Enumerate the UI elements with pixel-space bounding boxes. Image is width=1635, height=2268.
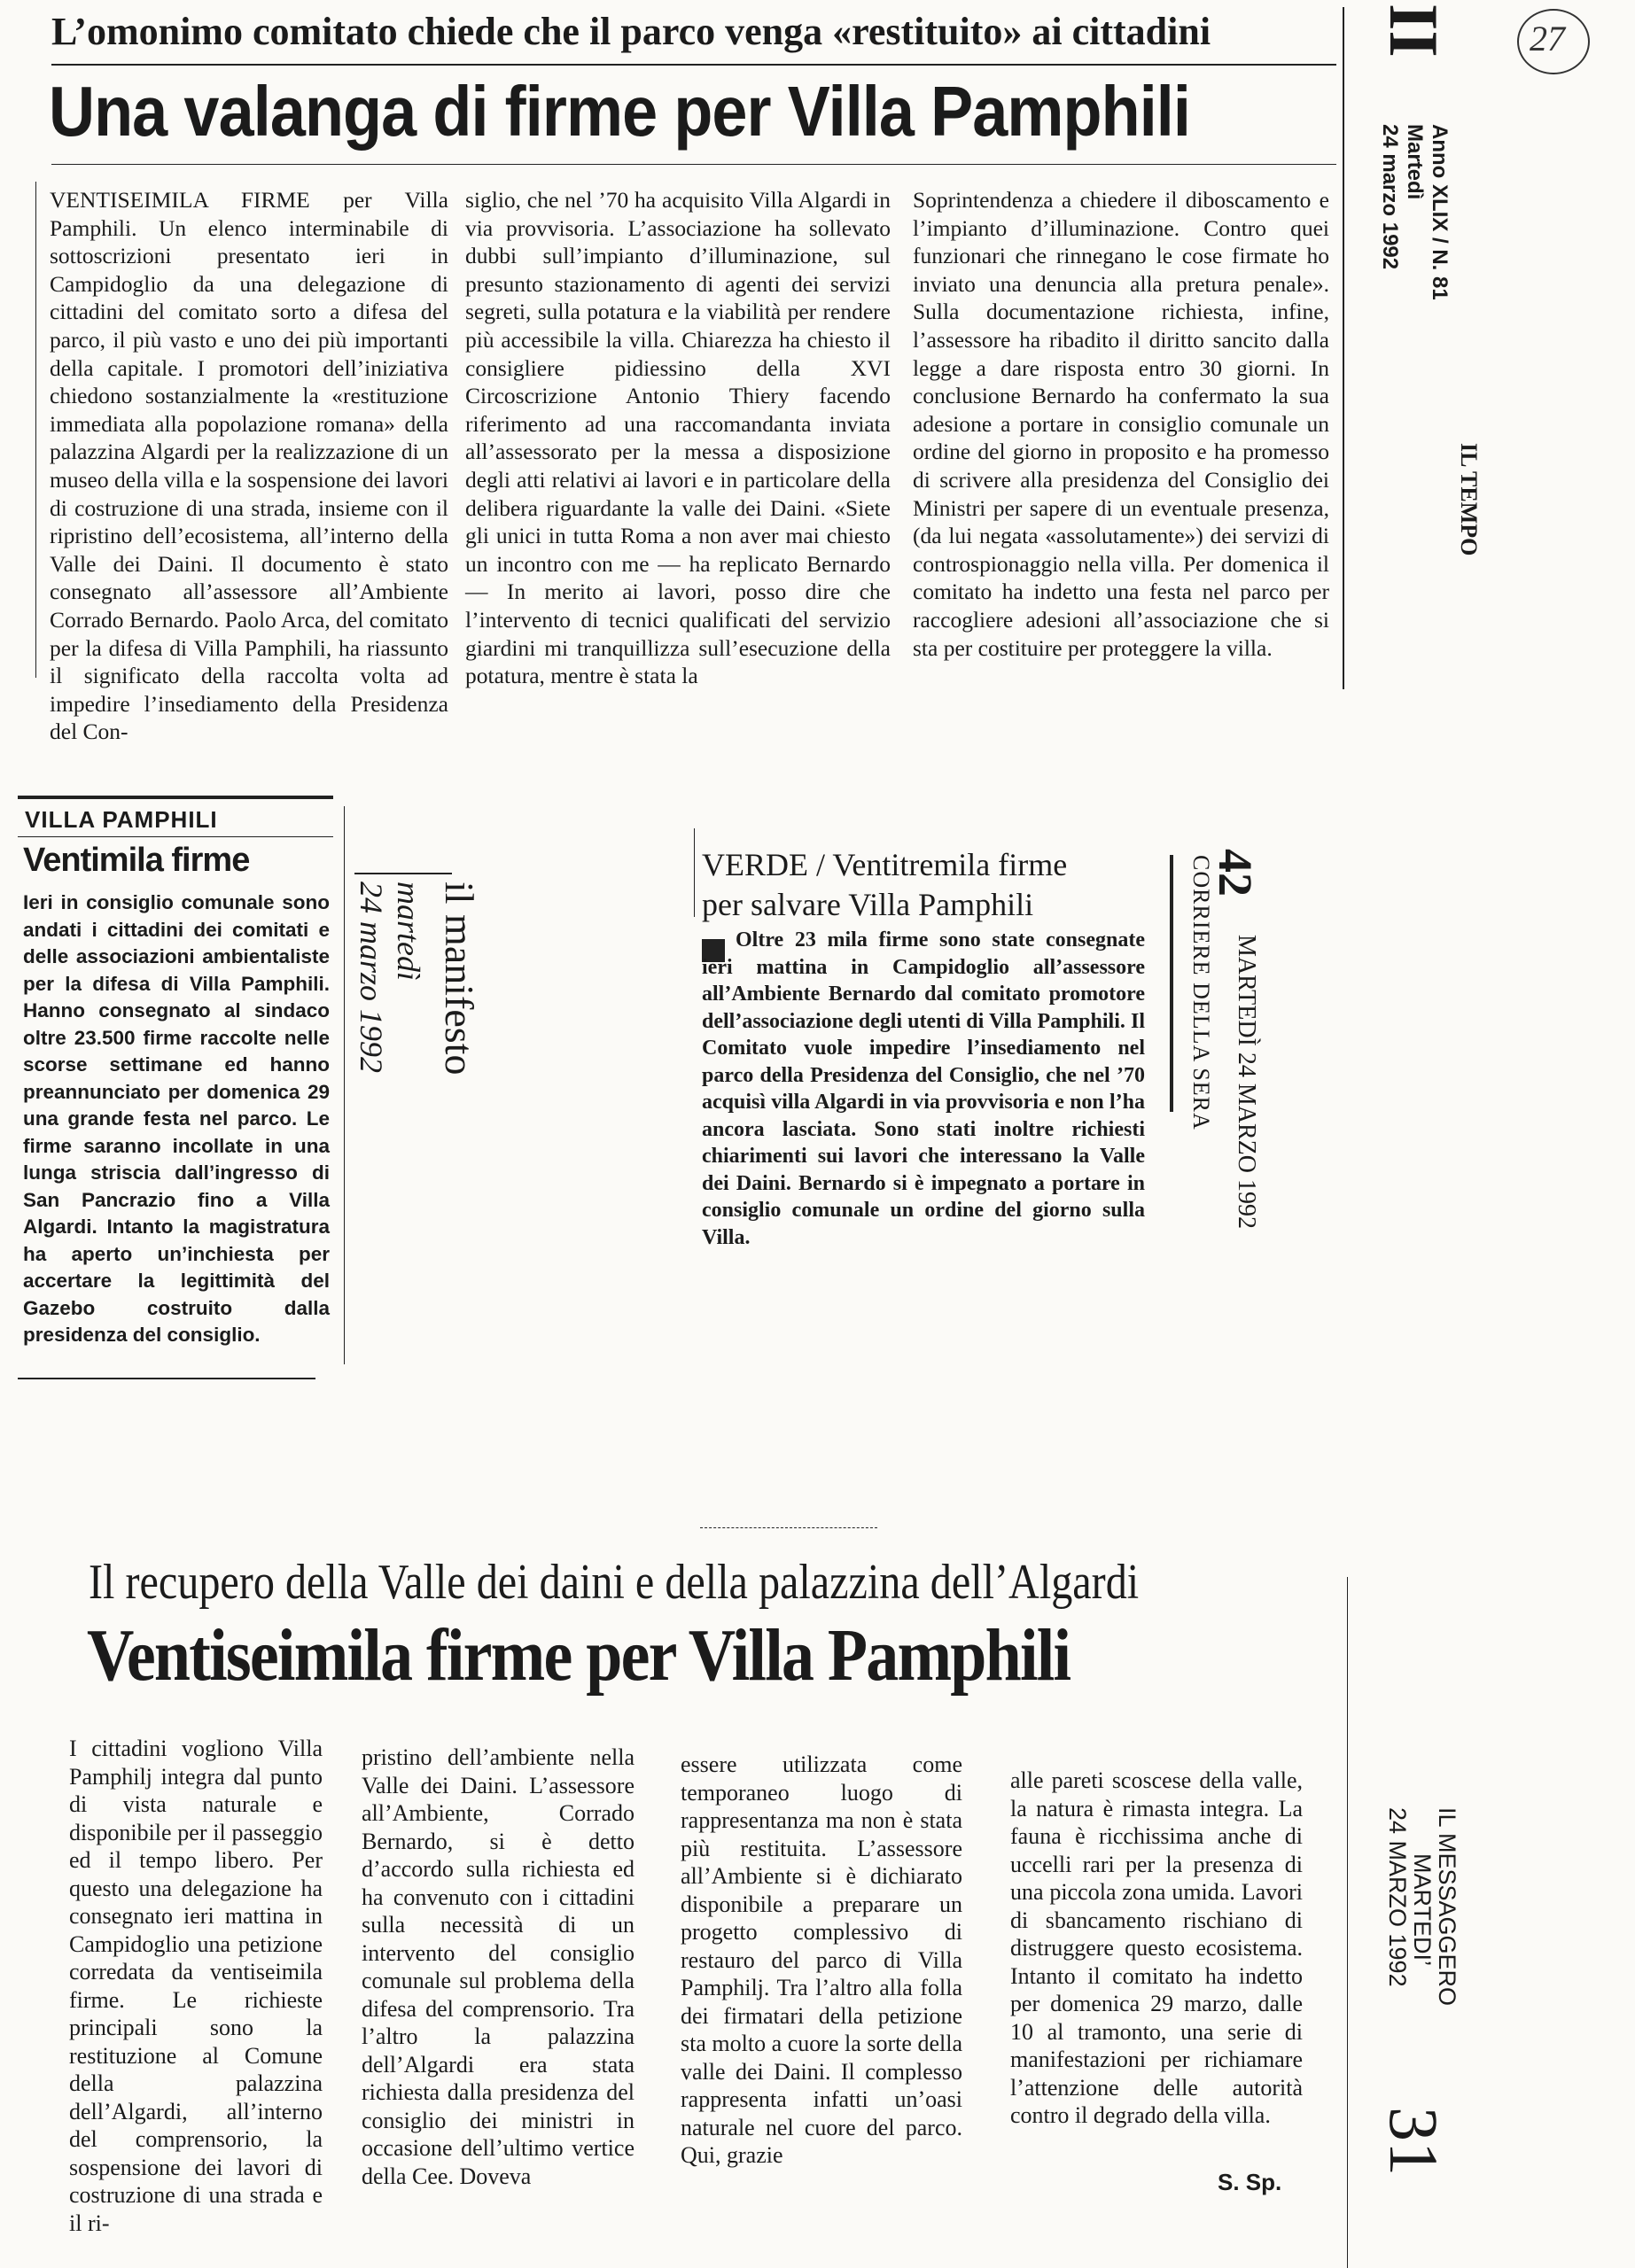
messaggero-page-number: 31 <box>1375 2107 1452 2176</box>
messaggero-top-rule <box>700 1527 877 1528</box>
messaggero-column-1 <box>69 1735 323 2237</box>
manifesto-masthead-rule <box>354 873 452 874</box>
tempo-kicker-rule <box>51 64 1336 66</box>
manifesto-bottom-rule <box>18 1378 315 1379</box>
archive-number: 27 <box>1530 19 1565 58</box>
messaggero-date: 24 MARZO 1992 <box>1384 1807 1411 1987</box>
messaggero-right-rule <box>1347 1577 1348 2268</box>
manifesto-day: martedì <box>391 882 426 981</box>
corriere-right-rule <box>1170 855 1173 1112</box>
manifesto-top-rule <box>18 796 333 799</box>
manifesto-masthead: il manifesto <box>437 882 482 1076</box>
messaggero-kicker: Il recupero della Valle dei daini e della palazzina dell’Algardi <box>89 1555 1140 1610</box>
messaggero-column-2 <box>362 1744 635 2190</box>
tempo-page-number: II <box>1375 4 1452 58</box>
messaggero-column-3 <box>681 1751 962 2170</box>
tempo-kicker: L’omonimo comitato chiede che il parco venga «restituito» ai cittadini <box>51 10 1211 53</box>
corriere-body-column <box>702 927 1145 1251</box>
tempo-headline-rule <box>51 164 1336 165</box>
tempo-issue-line-3: 24 marzo 1992 <box>1378 124 1402 270</box>
manifesto-body: Ieri in consiglio comunale sono andati i cittadini dei comitati e delle associazioni ambientaliste per la difesa di Villa Pamphili. Hanno consegnato al sindaco oltre 23.500 firme raccolte nelle scorse settimane ed hanno preannunciato per domenica 29 una grande festa nel parco. Le firme saranno incollate in una lunga striscia dall’ingresso di San Pancrazio fino a Villa Algardi. Intanto la magistratura ha aperto un’inchiesta per accertare la legittimità del Gazebo costruito dalla presidenza del consiglio. <box>23 891 330 1346</box>
messaggero-column-3-text: essere utilizzata come temporaneo luogo di rappresentanza ma non è stata più restituita. L’assessore all’Ambiente si è dichiarato disponibile a preparare un progetto complessivo di restauro del parco di Villa Pamphilj. Tra l’altro alla folla dei firmatari della petizione sta molto a cuore la sorte della valle dei Daini. Il complesso rappresenta infatti un’oasi naturale nel cuore del parco. Qui, grazie <box>681 1751 962 2168</box>
manifesto-section: VILLA PAMPHILI <box>25 806 218 833</box>
corriere-headline-line-1: VERDE / Ventitremila firme <box>702 847 1068 882</box>
tempo-column-1-text: VENTISEIMILA FIRME per Villa Pamphili. Un elenco interminabile di sottoscrizioni presentato ieri in Campidoglio da una delegazione di cittadini del comitato sorto a difesa del parco, il più vasto e uno dei più importanti della capitale. I promotori dell’iniziativa chiedono sostanzialmente la «restituzione immediata alla popolazione romana» della palazzina Algardi per la realizzazione di un museo della villa e la sospensione dei lavori di costruzione di una strada, insieme con il ripristino dell’ecosistema, all’interno della Valle dei Daini. Il documento è stato consegnato all’assessore all’Ambiente Corrado Bernardo. Paolo Arca, del comitato per la difesa di Villa Pamphili, ha riassunto il significato della raccolta volta ad impedire l’insediamento della Presidenza del Con- <box>50 187 448 745</box>
tempo-column-1-rule <box>35 182 36 678</box>
messaggero-day: MARTEDI’ <box>1409 1853 1436 1967</box>
tempo-masthead: IL TEMPO <box>1456 443 1482 556</box>
corriere-page-number: 42 <box>1209 849 1262 897</box>
corriere-date: MARTEDÌ 24 MARZO 1992 <box>1233 935 1260 1229</box>
tempo-column-2-text: siglio, che nel ’70 ha acquisito Villa Algardi in via provvisoria. L’associazione ha sollevato dubbi sull’impianto d’illuminazione, sul presunto stazionamento di agenti dei servizi segreti, sulla potatura e la viabilità per rendere più accessibile la villa. Chiarezza ha chiesto il consigliere pidiessino della XVI Circoscrizione Antonio Thiery facendo riferimento ad una raccomandanta inviata all’assessorato per la messa a disposizione degli atti relativi ai lavori e in particolare della delibera riguardante la valle dei Daini. «Siete gli unici in tutta Roma a non aver mai chiesto un incontro con me — ha replicato Bernardo — In merito ai lavori, posso dire che l’intervento di tecnici qualificati del servizio giardini mi tranquillizza sull’esecuzione della potatura, mentre è stata la <box>465 187 891 689</box>
manifesto-body-column <box>23 889 330 1349</box>
tempo-column-2 <box>465 186 891 690</box>
corriere-body: Oltre 23 mila firme sono state consegnate ieri mattina in Campidoglio all’assessore all’Ambiente Bernardo dal comitato promotore dell’associazione degli utenti di Villa Pamphili. Il Comitato vuole impedire l’insediamento nel parco della Presidenza del Consiglio, che nel ’70 acquisì villa Algardi in via provvisoria e non l’ha ancora lasciata. Sono stati inoltre richiesti chiarimenti sui lavori che interessano la Valle dei Daini. Bernardo si è impegnato a portare in consiglio comunale un ordine del giorno sulla Villa. <box>702 928 1145 1249</box>
manifesto-section-rule <box>18 836 333 837</box>
manifesto-headline: Ventimila firme <box>23 842 250 879</box>
tempo-side-rule <box>1343 7 1344 689</box>
tempo-column-3-text: Soprintendenza a chiedere il diboscamento e l’impianto d’illuminazione. Contro quei funzionari che rinnegano le cose firmate ho inviato una denuncia alla pretura penale». Sulla documentazione richiesta, infine, l’assessore ha ribadito il diritto sancito dalla legge a dare risposta entro 30 giorni. In conclusione Bernardo ha confermato la sua adesione a portare in consiglio comunale un ordine del giorno in proposito e ha promesso di scrivere alla presidenza del Consiglio dei Ministri per sapere di un eventuale presenza, (da lui negata «assolutamente») dei servizi di controspionaggio nella villa. Per domenica il comitato ha indetto una festa nel parco per raccogliere adesioni all’associazione che si sta per costituire per proteggere la villa. <box>913 187 1329 661</box>
manifesto-right-rule <box>344 806 345 1364</box>
corriere-left-rule <box>694 828 695 917</box>
messaggero-column-4-text: alle pareti scoscese della valle, la natura è rimasta integra. La fauna è ricchissima anche di uccelli rari per la presenza di una piccola zona umida. Lavori di sbancamento rischiano di distruggere questo ecosistema. Intanto il comitato ha indetto per domenica 29 marzo, dalle 10 al tramonto, una serie di manifestazioni per richiamare l’attenzione delle autorità contro il degrado della villa. <box>1010 1767 1303 2128</box>
tempo-issue-line-2: Martedì <box>1403 124 1427 200</box>
tempo-column-1 <box>50 186 448 746</box>
messaggero-masthead: IL MESSAGGERO <box>1434 1807 1460 2007</box>
tempo-issue-line-1: Anno XLIX / N. 81 <box>1428 124 1452 300</box>
messaggero-headline: Ventiseimila firme per Villa Pamphili <box>87 1614 1071 1697</box>
corriere-headline-line-2: per salvare Villa Pamphili <box>702 887 1034 922</box>
messaggero-column-4 <box>1010 1767 1303 2130</box>
messaggero-column-1-text: I cittadini vogliono Villa Pamphilj integra dal punto di vista naturale e disponibile per il passeggio ed il tempo libero. Per questo una delegazione ha consegnato ieri mattina in Campidoglio una petizione corredata da ventiseimila firme. Le richieste principali sono la restituzione al Comune della palazzina dell’Algardi, all’interno del comprensorio, la sospensione dei lavori di costruzione di una strada e il ri- <box>69 1736 323 2236</box>
corriere-masthead: CORRIERE DELLA SERA <box>1188 855 1214 1130</box>
tempo-headline: Una valanga di firme per Villa Pamphili <box>49 72 1191 151</box>
manifesto-date: 24 marzo 1992 <box>354 882 389 1074</box>
tempo-column-3 <box>913 186 1329 662</box>
messaggero-column-2-text: pristino dell’ambiente nella Valle dei Daini. L’assessore all’Ambiente, Corrado Bernardo, si è detto d’accordo sulla richiesta ed ha convenuto con i cittadini sulla necessità di un intervento del consiglio comunale sul problema della difesa del comprensorio. Tra l’altro la palazzina dell’Algardi era stata richiesta dalla presidenza del consiglio dei ministri in occasione dell’ultimo vertice della Cee. Doveva <box>362 1744 635 2189</box>
messaggero-signature: S. Sp. <box>1218 2169 1282 2195</box>
